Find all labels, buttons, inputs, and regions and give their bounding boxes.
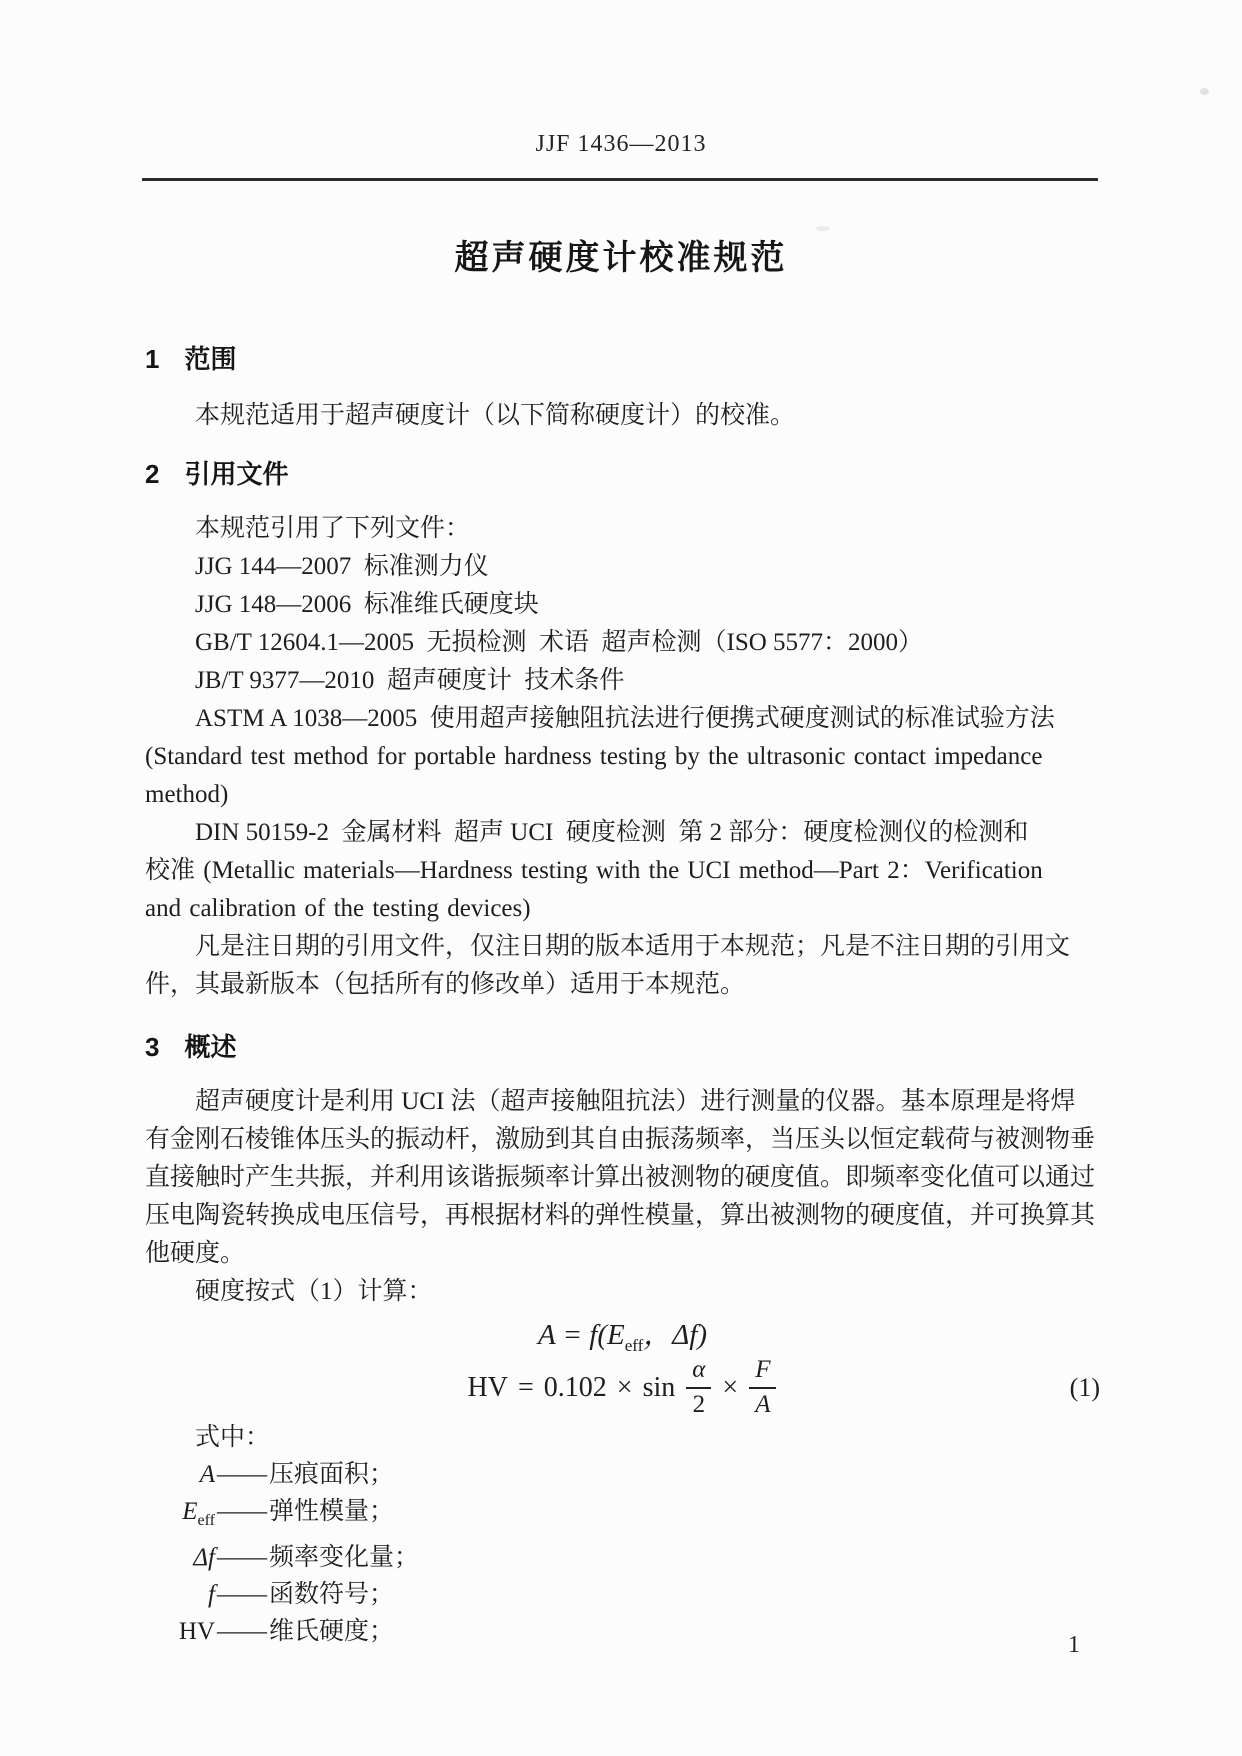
symbol-e: E [182, 1498, 198, 1525]
reference-line: GB/T 12604.1—2005 无损检测 术语 超声检测（ISO 5577：2000） [195, 629, 924, 656]
multiplication-sign: × [722, 1372, 739, 1403]
section-3-number: 3 [145, 1032, 160, 1062]
reference-line: JB/T 9377—2010 超声硬度计 技术条件 [195, 667, 625, 694]
formula-function: f(E [589, 1319, 625, 1351]
document-title: 超声硬度计校准规范 [454, 239, 788, 277]
formula-tail: ，Δf) [643, 1319, 708, 1351]
section-2-number: 2 [145, 459, 160, 489]
definition-dash: —— [217, 1498, 267, 1525]
dated-reference-note-line: 凡是注日期的引用文件，仅注日期的版本适用于本规范；凡是不注日期的引用文 [195, 933, 1071, 960]
symbol-f: f [208, 1581, 215, 1608]
sine-function: sin [642, 1372, 676, 1403]
overview-paragraph-line: 直接触时产生共振，并利用该谐振频率计算出被测物的硬度值。即频率变化值可以通过 [145, 1164, 1096, 1191]
symbol-definitions [145, 1419, 1100, 1650]
reference-line-english: and calibration of the testing devices) [145, 895, 531, 922]
document-body [145, 340, 1100, 1650]
formula-vickers-hardness [145, 1357, 1100, 1419]
multiplication-sign: × [616, 1372, 633, 1403]
reference-line: 校准 (Metallic materials—Hardness testing with the UCI method—Part 2：Verification [145, 857, 1043, 884]
section-3-heading [145, 1028, 1100, 1066]
equals-sign: = [562, 1319, 583, 1351]
overview-paragraph-line: 他硬度。 [145, 1240, 246, 1267]
definition-label: 函数符号； [269, 1581, 395, 1608]
fraction-denominator-a: A [755, 1391, 771, 1418]
fraction-alpha-over-2 [686, 1356, 711, 1420]
reference-line-english: method) [145, 781, 229, 808]
scan-artifact [1200, 88, 1209, 95]
formula-lhs: A [537, 1319, 556, 1351]
symbol-hv: HV [178, 1618, 215, 1645]
section-1-paragraph: 本规范适用于超声硬度计（以下简称硬度计）的校准。 [195, 402, 796, 429]
section-1-number: 1 [145, 344, 160, 374]
fraction-denominator-2: 2 [692, 1391, 706, 1418]
symbol-a: A [199, 1461, 215, 1488]
formula-area-function [145, 1313, 1100, 1357]
overview-paragraph-line: 有金刚石棱锥体压头的振动杆，激励到其自由振荡频率，当压头以恒定载荷与被测物垂 [145, 1126, 1096, 1153]
definition-dash: —— [217, 1618, 267, 1645]
subscript-eff: eff [624, 1335, 644, 1355]
reference-line: DIN 50159-2 金属材料 超声 UCI 硬度检测 第 2 部分：硬度检测仪的检测和 [195, 819, 1029, 846]
definition-row [145, 1493, 1100, 1539]
section-1-heading [145, 340, 1100, 378]
definition-row [145, 1613, 1100, 1650]
formula-lhs-hv: HV [467, 1372, 508, 1403]
reference-line-english: (Standard test method for portable hardness testing by the ultrasonic contact impedance [145, 743, 1043, 770]
definition-label: 弹性模量； [269, 1498, 395, 1525]
section-2-heading [145, 455, 1100, 493]
reference-line: ASTM A 1038—2005 使用超声接触阻抗法进行便携式硬度测试的标准试验方法 [195, 705, 1055, 732]
fraction-f-over-a [749, 1356, 776, 1420]
header-divider [142, 178, 1098, 181]
overview-paragraph-line: 压电陶瓷转换成电压信号，再根据材料的弹性模量，算出被测物的硬度值，并可换算其 [145, 1202, 1096, 1229]
formula-lead-in-line: 硬度按式（1）计算： [195, 1278, 433, 1305]
document-code: JJF 1436—2013 [535, 131, 707, 157]
section-1-title: 范围 [184, 344, 237, 374]
definition-dash: —— [217, 1544, 267, 1571]
definition-row [145, 1539, 1100, 1576]
reference-line: JJG 148—2006 标准维氏硬度块 [195, 591, 539, 618]
coefficient: 0.102 [543, 1372, 607, 1403]
dated-reference-note-line: 件，其最新版本（包括所有的修改单）适用于本规范。 [145, 971, 746, 998]
page-number: 1 [1068, 1632, 1080, 1658]
symbol-e-subscript: eff [197, 1512, 215, 1529]
definition-dash: —— [217, 1461, 267, 1488]
symbol-delta-f: Δf [193, 1544, 215, 1571]
definition-label: 压痕面积； [269, 1461, 395, 1488]
section-3-title: 概述 [184, 1032, 237, 1062]
overview-paragraph-line: 超声硬度计是利用 UCI 法（超声接触阻抗法）进行测量的仪器。基本原理是将焊 [195, 1088, 1076, 1115]
reference-line: JJG 144—2007 标准测力仪 [195, 553, 489, 580]
equals-sign: = [517, 1372, 534, 1403]
equation-number: (1) [1069, 1373, 1100, 1402]
fraction-numerator-f: F [749, 1356, 776, 1389]
definition-row [145, 1456, 1100, 1493]
definition-row [145, 1576, 1100, 1613]
definition-label: 频率变化量； [269, 1544, 420, 1571]
fraction-numerator-alpha: α [686, 1356, 711, 1389]
symbol-e-eff [145, 1493, 215, 1539]
definition-label: 维氏硬度； [269, 1618, 395, 1645]
definition-dash: —— [217, 1581, 267, 1608]
definitions-intro: 式中： [195, 1424, 271, 1451]
section-2-title: 引用文件 [184, 459, 289, 489]
reference-intro-line: 本规范引用了下列文件： [195, 515, 471, 542]
